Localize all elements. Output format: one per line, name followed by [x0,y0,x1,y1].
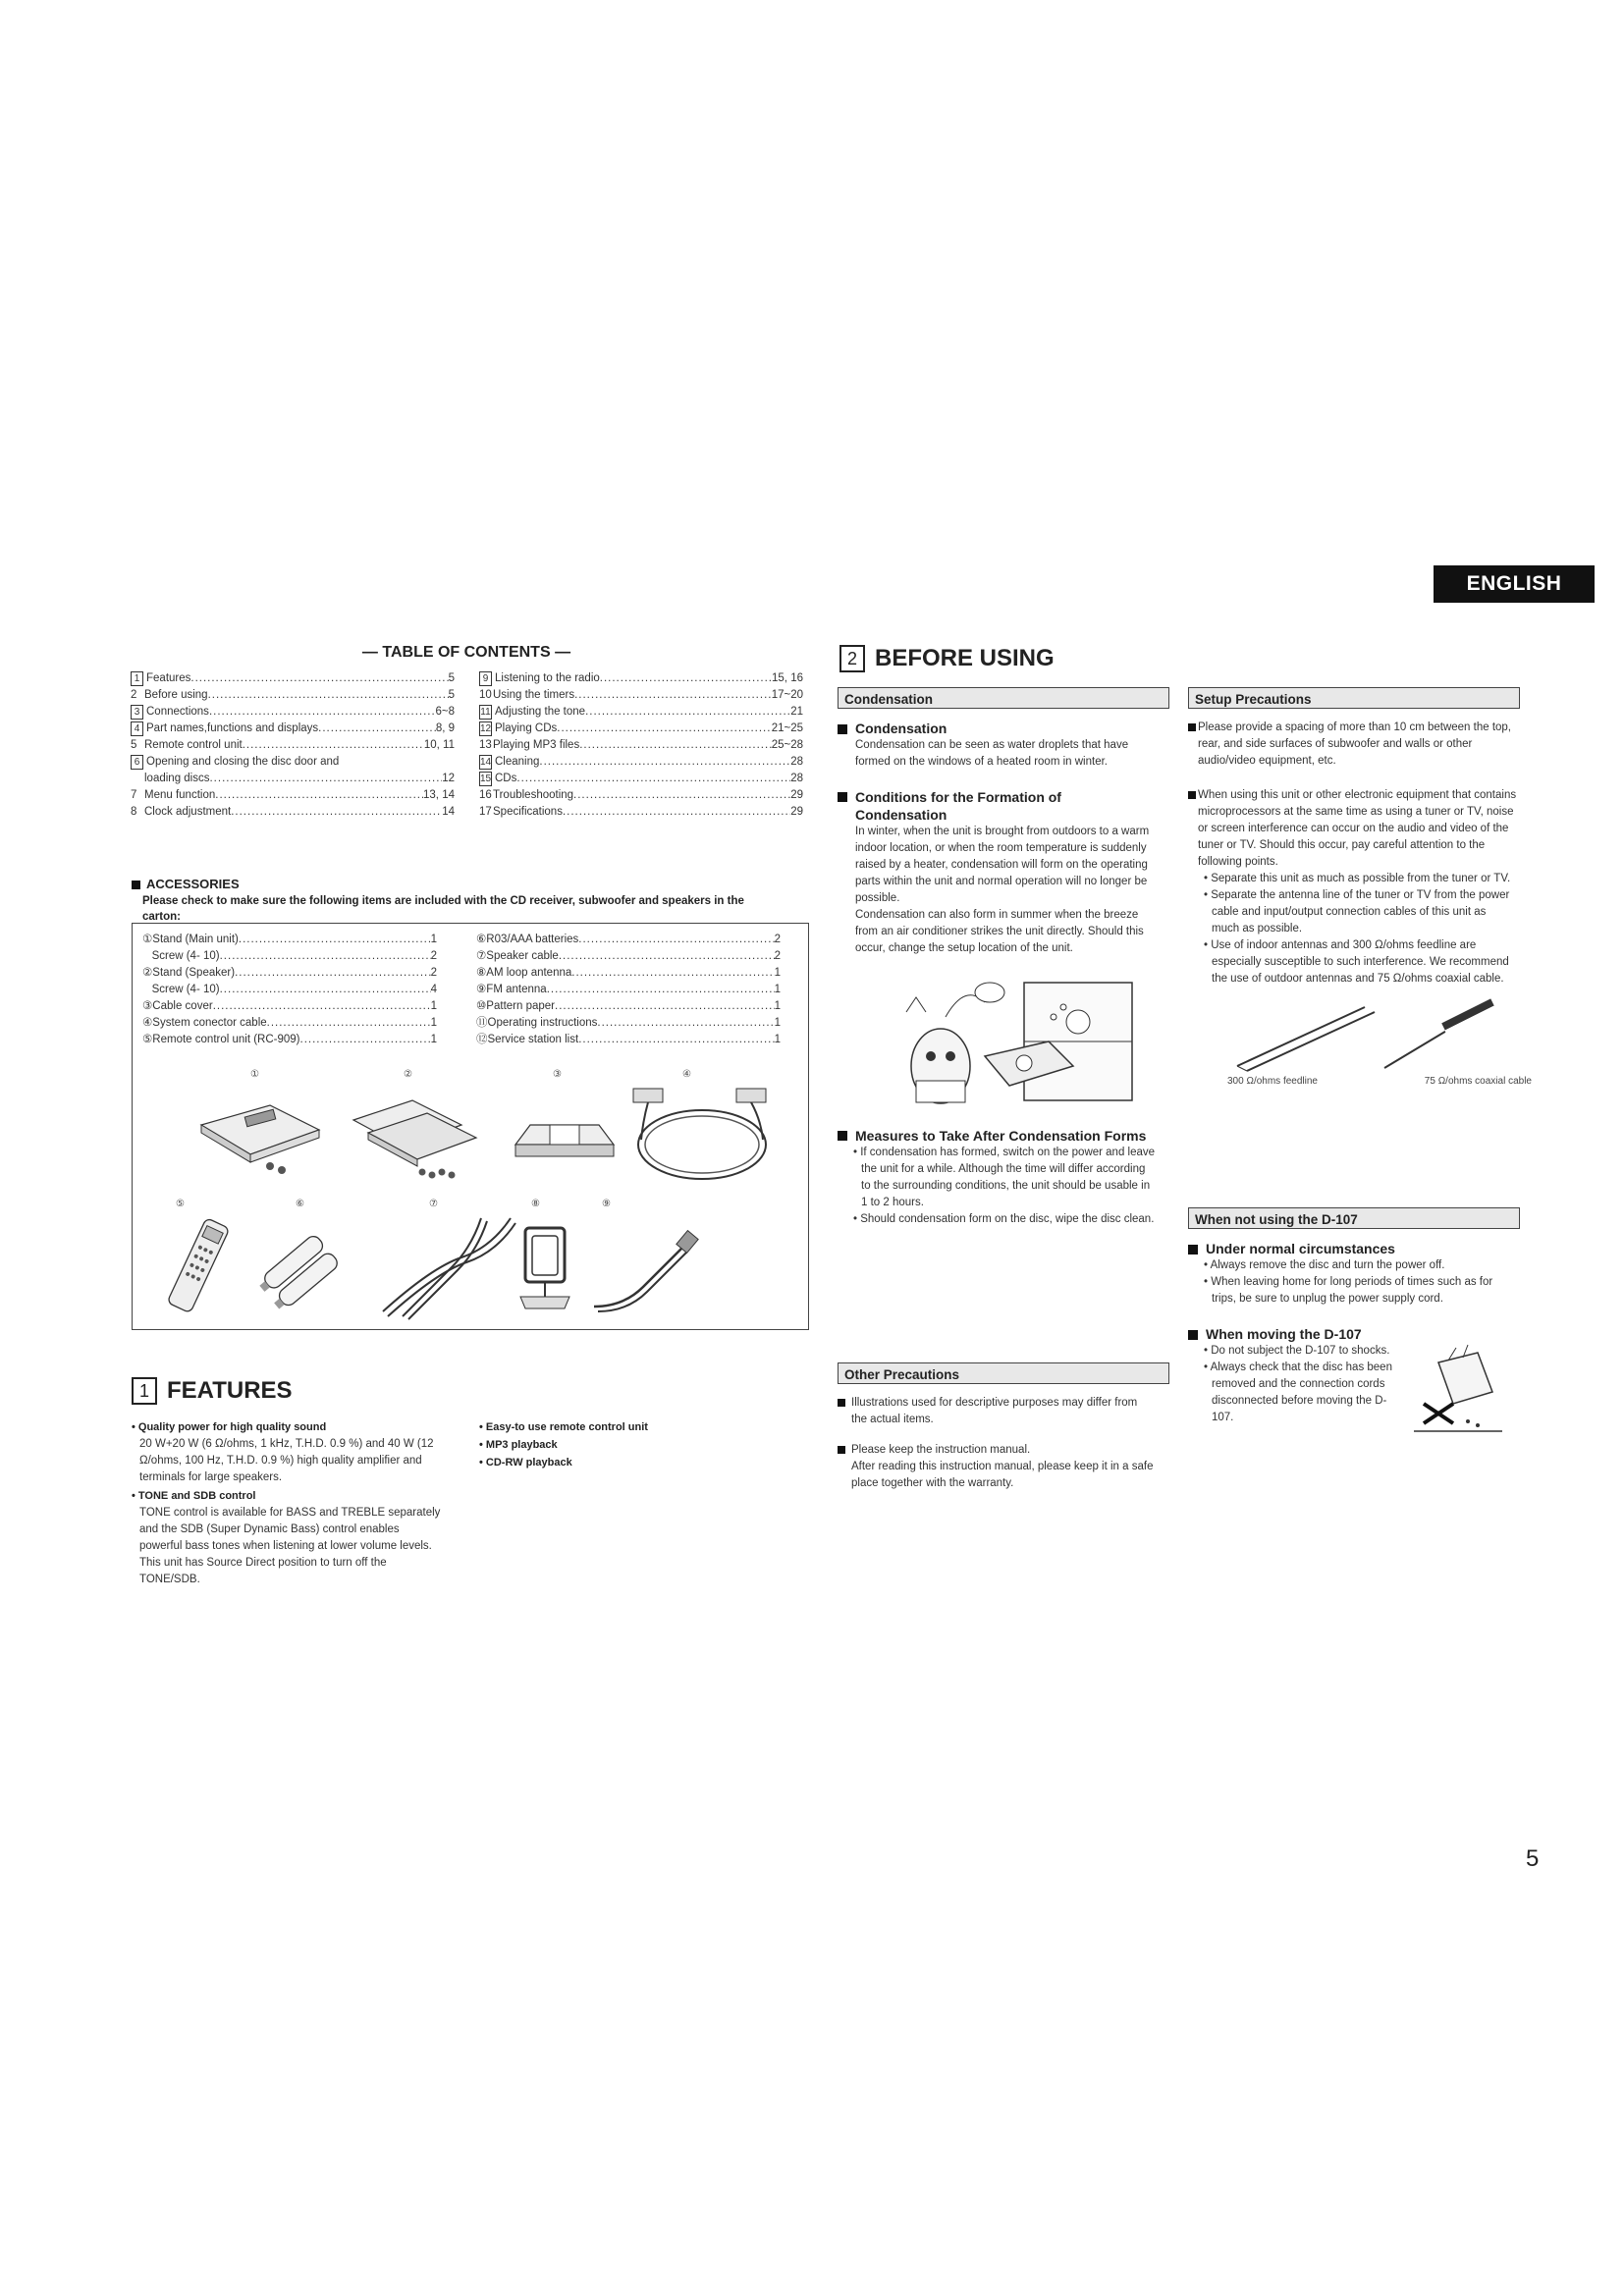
toc-leader-dots [231,804,442,821]
condensation-conditions-subheading: Conditions for the Formation of Condensation [838,788,1171,824]
feature-heading: • Quality power for high quality sound [132,1421,327,1433]
toc-row [479,687,803,704]
accessories-right-list [476,932,781,1048]
condensation-column [838,720,1171,1228]
accessory-name: ④System conector cable [142,1017,267,1029]
toc-number: 16 [479,789,492,801]
toc-title: — TABLE OF CONTENTS — [361,644,571,661]
bullet-square-icon [1188,1330,1198,1340]
am-loop-antenna-icon [511,1218,579,1316]
accessory-item [476,1032,781,1048]
accessory-quantity: 1 [774,984,781,995]
toc-leader-dots [563,804,790,821]
bullet-square-icon [838,1399,845,1407]
normal-bullet: • When leaving home for long periods of times such as for trips, be sure to unplug the power supply cord. [1204,1276,1493,1305]
accessory-leader-dots [578,1032,774,1048]
accessory-leader-dots [267,1015,431,1032]
features-heading [132,1377,293,1405]
moving-subheading: When moving the D-107 [1188,1325,1522,1343]
accessory-quantity: 1 [774,967,781,979]
moving-bullet: • Do not subject the D-107 to shocks. [1204,1345,1390,1357]
toc-row [131,771,455,787]
toc-page-number: 5 [448,672,455,684]
accessory-item [142,932,437,948]
toc-entry-text: Playing CDs [495,722,558,734]
accessory-quantity: 2 [774,934,781,945]
accessory-name: Screw (4- 10) [142,950,220,962]
toc-row [479,754,803,771]
toc-page-number: 6~8 [435,706,455,718]
toc-entry-text: Cleaning [495,756,540,768]
toc-page-number: 28 [790,773,803,784]
before-using-number: 2 [839,645,865,672]
accessory-quantity: 4 [430,984,437,995]
condensation-subheading: Condensation [838,720,1171,737]
toc-entry-text: Playing MP3 files [493,739,580,751]
toc-leader-dots [208,687,449,704]
accessory-leader-dots [547,982,775,998]
accessory-item [476,982,781,998]
stand-main-unit-icon [191,1086,329,1179]
toc-entry-text: Features [146,672,191,684]
bullet-square-icon [1188,791,1196,799]
feature-heading: • TONE and SDB control [132,1490,256,1502]
toc-row [479,670,803,687]
toc-row [479,737,803,754]
toc-leader-dots [318,721,436,737]
other-precautions-text: After reading this instruction manual, please keep it in a safe place together with the warranty. [851,1461,1154,1489]
toc-page-number: 29 [790,789,803,801]
measures-bullet: • If condensation has formed, switch on the power and leave the unit for a while. Although the time will differ according to the surrounding conditions, the unit should be usable in 1 to 2 hours. [853,1147,1156,1208]
accessory-item [142,982,437,998]
toc-leader-dots [557,721,771,737]
accessories-note: Please check to make sure the following items are included with the CD receiver, subwoofer and speakers in the carton: [142,895,744,923]
setup-text: When using this unit or other electronic equipment that contains microprocessors at the same time as using a tuner or TV, noise or screen interference can occur on the audio and video of the tuner or TV. Should this occur, pay careful attention to the following points. [1188,787,1522,871]
toc-page-number: 14 [442,806,455,818]
features-left-column [132,1421,446,1588]
remote-control-icon [157,1213,236,1321]
setup-text: Please provide a spacing of more than 10 cm between the top, rear, and side surfaces of subwoofer and walls or other audio/video equipment, etc. [1188,720,1522,770]
before-using-title: BEFORE USING [875,645,1055,671]
bullet-square-icon [838,1131,847,1141]
toc-entry-text: Opening and closing the disc door and [146,756,340,768]
toc-page-number: 17~20 [771,689,803,701]
toc-page-number: 8, 9 [435,722,455,734]
feature-item: • CD-RW playback [479,1457,572,1468]
toc-number: 1 [131,671,143,686]
toc-row [131,804,455,821]
condensation-conditions-text: In winter, when the unit is brought from outdoors to a warm indoor location, or when the room temperature is suddenly raised by a heater, condensation will form on the operating parts within the unit and normal operation will no longer be possible. [855,826,1150,904]
accessory-quantity: 2 [774,950,781,962]
measures-subheading: Measures to Take After Condensation Forms [838,1127,1171,1145]
fig-label-5: ⑤ [176,1199,185,1209]
antenna-cable-illustration-icon [1218,997,1502,1076]
other-precautions-text: Please keep the instruction manual. [838,1442,1171,1459]
bullet-square-icon [838,1446,845,1454]
toc-page-number: 5 [448,689,455,701]
toc-row [131,704,455,721]
toc-leader-dots [579,737,771,754]
toc-entry-text: Before using [144,689,208,701]
accessory-item [142,965,437,982]
toc-number: 12 [480,723,492,734]
toc-right-column [479,670,803,821]
toc-number: 17 [479,806,492,818]
toc-entry-text: Adjusting the tone [495,706,586,718]
accessory-leader-dots [571,965,774,982]
accessory-quantity: 2 [430,950,437,962]
setup-precautions-bar: Setup Precautions [1188,687,1520,709]
accessory-item [476,998,781,1015]
accessory-leader-dots [235,965,431,982]
toc-entry-text: Listening to the radio [495,672,600,684]
feature-body: 20 W+20 W (6 Ω/ohms, 1 kHz, T.H.D. 0.9 %) and 40 W (12 Ω/ohms, 100 Hz, T.H.D. 0.9 %) high quality amplifier and terminals for large speakers. [139,1438,434,1483]
toc-number: 7 [131,789,137,801]
accessory-name: ⑦Speaker cable [476,950,559,962]
bullet-square-icon [838,792,847,802]
toc-leader-dots [539,754,790,771]
bullet-square-icon [1188,1245,1198,1255]
toc-row [479,804,803,821]
setup-bullet: • Separate this unit as much as possible from the tuner or TV. [1204,873,1511,884]
toc-number: 11 [480,707,491,718]
toc-leader-dots [516,771,790,787]
condensation-text: Condensation can be seen as water droplets that have formed on the windows of a heated room in winter. [855,739,1129,768]
toc-page-number: 13, 14 [423,789,455,801]
toc-page-number: 15, 16 [772,672,803,684]
toc-leader-dots [574,687,772,704]
accessory-name: Screw (4- 10) [142,984,220,995]
normal-circumstances-subheading: Under normal circumstances [1188,1240,1522,1257]
toc-row [479,721,803,737]
accessory-quantity: 1 [430,1034,437,1045]
accessory-item [142,1015,437,1032]
accessory-leader-dots [220,982,431,998]
fig-label-6: ⑥ [296,1199,304,1209]
condensation-summer-text: Condensation can also form in summer when the breeze from an air conditioner strikes the unit directly. Should this occur, change the setup location of the unit. [855,909,1144,954]
accessory-item [142,1032,437,1048]
accessory-leader-dots [597,1015,774,1032]
fig-label-2: ② [404,1069,412,1080]
condensation-bar: Condensation [838,687,1169,709]
accessory-leader-dots [578,932,774,948]
other-precautions-bar: Other Precautions [838,1362,1169,1384]
setup-precautions-column [1188,720,1532,1087]
fig-label-7: ⑦ [429,1199,438,1209]
other-precautions-column [838,1395,1171,1492]
accessory-quantity: 2 [430,967,437,979]
toc-number: 6 [131,755,143,770]
toc-leader-dots [190,670,448,687]
accessory-leader-dots [559,948,775,965]
toc-entry-text: loading discs [144,773,210,784]
accessory-name: ⑥R03/AAA batteries [476,934,579,945]
accessory-item [142,948,437,965]
accessory-leader-dots [220,948,431,965]
accessory-name: ③Cable cover [142,1000,213,1012]
toc-row [131,687,455,704]
accessory-item [476,1015,781,1032]
toc-row [479,704,803,721]
accessory-name: ⑫Service station list [476,1034,579,1045]
accessory-name: ⑤Remote control unit (RC-909) [142,1034,300,1045]
accessory-leader-dots [213,998,431,1015]
features-title: FEATURES [167,1377,293,1404]
accessory-leader-dots [239,932,431,948]
accessory-item [476,932,781,948]
toc-entry-text: Menu function [144,789,216,801]
when-not-using-bar: When not using the D-107 [1188,1207,1520,1229]
toc-number: 5 [131,739,137,751]
accessory-item [476,948,781,965]
accessory-leader-dots [555,998,775,1015]
fig-label-8: ⑧ [531,1199,540,1209]
language-tab: ENGLISH [1434,565,1595,603]
accessory-quantity: 1 [430,1017,437,1029]
toc-page-number: 21 [790,706,803,718]
toc-entry-text: Part names,functions and displays [146,722,319,734]
accessory-quantity: 1 [430,1000,437,1012]
speaker-cable-icon [373,1208,520,1326]
toc-entry-text: Specifications [493,806,563,818]
toc-number: 2 [131,689,137,701]
toc-row [479,771,803,787]
toc-leader-dots [209,771,442,787]
toc-leader-dots [209,704,436,721]
features-right-column [479,1421,774,1468]
toc-number: 3 [131,705,143,720]
accessory-quantity: 1 [430,934,437,945]
toc-leader-dots [243,737,424,754]
cable-cover-icon [511,1105,619,1164]
setup-bullet: • Separate the antenna line of the tuner or TV from the power cable and input/output connection cables of this unit as much as possible. [1204,889,1510,934]
condensation-illustration-icon [877,973,1142,1115]
setup-bullet: • Use of indoor antennas and 300 Ω/ohms feedline are especially susceptible to such interference. We recommend the use of outdoor antennas and 75 Ω/ohms coaxial cable. [1204,939,1509,985]
accessory-item [142,998,437,1015]
batteries-icon [250,1223,358,1311]
toc-entry-text: Remote control unit [144,739,243,751]
fm-antenna-icon [584,1218,702,1316]
bullet-square-icon [1188,723,1196,731]
coaxial-caption: 75 Ω/ohms coaxial cable [1424,1076,1532,1087]
accessory-item [476,965,781,982]
toc-number: 13 [479,739,492,751]
accessory-quantity: 1 [774,1017,781,1029]
toc-entry-text: Troubleshooting [493,789,574,801]
accessory-quantity: 1 [774,1000,781,1012]
feature-body: TONE control is available for BASS and TREBLE separately and the SDB (Super Dynamic Bass) control enables powerful bass tones when listening at lower volume levels. This unit has Source Direct position to turn off the TONE/SDB. [139,1507,441,1585]
accessory-name: ①Stand (Main unit) [142,934,239,945]
toc-page-number: 28 [790,756,803,768]
toc-leader-dots [215,787,423,804]
toc-left-column [131,670,455,821]
toc-leader-dots [573,787,790,804]
when-not-using-column [1188,1240,1522,1441]
fig-label-1: ① [250,1069,259,1080]
toc-number [131,771,144,787]
fig-label-4: ④ [682,1069,691,1080]
toc-number: 10 [479,689,492,701]
toc-row [131,721,455,737]
accessories-left-list [142,932,437,1048]
accessory-name: ⑧AM loop antenna [476,967,572,979]
accessory-name: ②Stand (Speaker) [142,967,236,979]
accessory-name: ⑩Pattern paper [476,1000,555,1012]
toc-leader-dots [585,704,790,721]
toc-number: 14 [480,757,492,768]
feature-item: • Easy-to use remote control unit [479,1421,648,1433]
toc-row [479,787,803,804]
toc-entry-text: Clock adjustment [144,806,232,818]
toc-number: 4 [131,721,143,736]
feedline-caption: 300 Ω/ohms feedline [1227,1076,1318,1087]
toc-leader-dots [600,670,772,687]
accessory-name: ⑨FM antenna [476,984,547,995]
measures-bullet: • Should condensation form on the disc, wipe the disc clean. [853,1213,1155,1225]
toc-page-number: 29 [790,806,803,818]
toc-number: 15 [480,774,492,784]
toc-page-number: 21~25 [771,722,803,734]
toc-number: 8 [131,806,137,818]
toc-entry-text: Connections [146,706,209,718]
accessories-box [132,923,809,1330]
normal-bullet: • Always remove the disc and turn the power off. [1204,1259,1445,1271]
bullet-square-icon [132,881,140,889]
toc-entry-text: CDs [495,773,517,784]
feature-item: • MP3 playback [479,1439,558,1451]
toc-page-number: 25~28 [771,739,803,751]
toc-row [131,670,455,687]
features-number: 1 [132,1377,157,1405]
system-connector-cable-icon [623,1081,781,1189]
no-shock-warning-icon [1409,1343,1507,1441]
accessory-leader-dots [300,1032,431,1048]
fig-label-3: ③ [553,1069,562,1080]
toc-row [131,737,455,754]
accessory-quantity: 1 [774,1034,781,1045]
stand-speaker-icon [344,1086,491,1184]
page-number: 5 [1526,1845,1540,1872]
bullet-square-icon [838,724,847,734]
other-precautions-text: Illustrations used for descriptive purposes may differ from the actual items. [838,1395,1171,1428]
moving-bullet: • Always check that the disc has been removed and the connection cords disconnected before moving the D-107. [1204,1362,1392,1423]
accessories-heading: ACCESSORIES [132,876,240,893]
toc-entry-text: Using the timers [493,689,575,701]
fig-label-9: ⑨ [602,1199,611,1209]
accessory-name: ⑪Operating instructions [476,1017,598,1029]
toc-row [131,754,455,771]
toc-page-number: 12 [442,773,455,784]
toc-row [131,787,455,804]
toc-page-number: 10, 11 [423,739,455,751]
toc-number: 9 [479,671,492,686]
before-using-heading [839,645,1055,672]
